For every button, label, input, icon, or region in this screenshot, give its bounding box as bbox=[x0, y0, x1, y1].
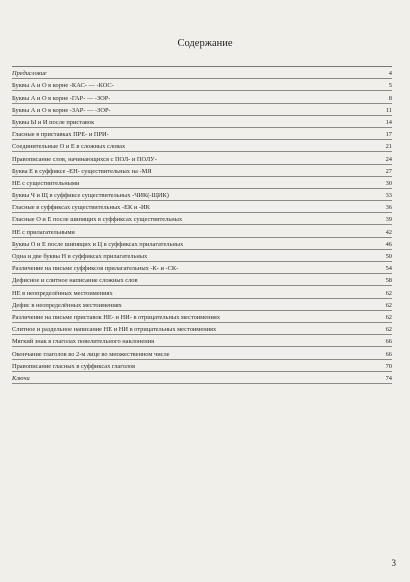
toc-entry-title: Правописание гласных в суффиксах глаголов bbox=[12, 362, 136, 370]
toc-entry-title: Ключи bbox=[12, 374, 30, 382]
toc-entry bbox=[12, 189, 392, 201]
toc-entry-title: Различение на письме приставок НЕ- и НИ- в отрицательных местоимениях bbox=[12, 313, 221, 321]
toc-entry bbox=[12, 177, 392, 189]
toc-entry-title: Дефисное и слитное написание сложных слов bbox=[12, 277, 138, 285]
toc-entry-page: 33 bbox=[385, 192, 392, 200]
page-title: Содержание bbox=[177, 38, 233, 49]
toc-entry-title: Различение на письме суффиксов прилагательных -К- и -СК- bbox=[12, 265, 179, 273]
toc-entry bbox=[12, 201, 392, 213]
toc-entry-page: 21 bbox=[385, 143, 392, 151]
toc-entry-title: Гласные О и Е после шипящих в суффиксах существительных bbox=[12, 216, 183, 224]
toc-entry bbox=[12, 238, 392, 250]
toc-entry-page: 62 bbox=[385, 326, 392, 334]
toc-entry-page: 62 bbox=[385, 301, 392, 309]
toc-entry-title: Буквы А и О в корне -ЗАР- — -ЗОР- bbox=[12, 106, 111, 114]
toc-entry-page: 70 bbox=[385, 362, 392, 370]
toc-entry-title: Буквы Ы и И после приставок bbox=[12, 118, 95, 126]
toc-entry-title: Гласные в суффиксах существительных -ЕК и -ИК bbox=[12, 204, 150, 212]
toc-entry bbox=[12, 360, 392, 372]
toc-entry-title: Буквы А и О в корне -КАС- — -КОС- bbox=[12, 82, 114, 90]
toc-entry-page: 46 bbox=[385, 240, 392, 248]
toc-entry-page: 66 bbox=[385, 350, 392, 358]
toc-entry-title: Буква Е в суффиксе -ЕН- существительных на -МЯ bbox=[12, 167, 152, 175]
toc-entry-page: 4 bbox=[388, 70, 392, 78]
toc-entry-title: Окончание глаголов во 2-м лице во множественном числе bbox=[12, 350, 170, 358]
toc-entry-title: Предисловие bbox=[12, 70, 47, 78]
toc-entry-page: 39 bbox=[385, 216, 392, 224]
toc-entry-page: 27 bbox=[385, 167, 392, 175]
toc-entry bbox=[12, 128, 392, 140]
toc-entry-title: Соединительные О и Е в сложных словах bbox=[12, 143, 126, 151]
toc-entry bbox=[12, 323, 392, 335]
toc-entry bbox=[12, 372, 392, 384]
toc-entry bbox=[12, 262, 392, 274]
toc-entry-page: 50 bbox=[385, 253, 392, 260]
toc-entry-page: 5 bbox=[388, 82, 392, 90]
toc-entry bbox=[12, 250, 392, 262]
toc-entry-title: Мягкий знак в глаголах повелительного наклонения bbox=[12, 338, 155, 346]
toc-entry bbox=[12, 79, 392, 91]
toc-entry bbox=[12, 335, 392, 347]
toc-entry-page: 58 bbox=[385, 277, 392, 285]
toc-entry bbox=[12, 347, 392, 359]
toc-entry-page: 74 bbox=[385, 374, 392, 382]
toc-entry-page: 42 bbox=[385, 228, 392, 236]
toc-entry bbox=[12, 104, 392, 116]
toc-entry bbox=[12, 213, 392, 225]
toc-entry-page: 62 bbox=[385, 313, 392, 321]
table-of-contents bbox=[12, 66, 392, 384]
toc-entry-page: 30 bbox=[385, 179, 392, 187]
toc-entry bbox=[12, 225, 392, 237]
toc-entry-title: Слитное и раздельное написание НЕ и НИ в отрицательных местоимениях bbox=[12, 326, 217, 334]
page-number: 3 bbox=[391, 558, 396, 568]
toc-entry-title: НЕ с существительными bbox=[12, 179, 80, 187]
toc-entry-page: 62 bbox=[385, 289, 392, 297]
toc-entry bbox=[12, 311, 392, 323]
toc-entry-page: 8 bbox=[388, 94, 392, 102]
toc-entry-title: Гласные в приставках ПРЕ- и ПРИ- bbox=[12, 131, 109, 139]
toc-entry-page: 24 bbox=[385, 155, 392, 163]
toc-entry-page: 54 bbox=[385, 265, 392, 273]
toc-entry bbox=[12, 67, 392, 79]
toc-entry bbox=[12, 116, 392, 128]
toc-entry bbox=[12, 286, 392, 298]
toc-entry-title: Буквы А и О в корне -ГАР- — -ЗОР- bbox=[12, 94, 111, 102]
toc-entry-title: Дефис в неопределённых местоимениях bbox=[12, 301, 122, 309]
toc-entry bbox=[12, 274, 392, 286]
toc-entry bbox=[12, 152, 392, 164]
toc-entry-page: 66 bbox=[385, 338, 392, 346]
toc-entry-page: 11 bbox=[385, 106, 392, 114]
toc-entry-title: Одна и две буквы Н в суффиксах прилагательных bbox=[12, 253, 148, 260]
toc-entry bbox=[12, 299, 392, 311]
toc-entry bbox=[12, 165, 392, 177]
toc-entry-title: НЕ в неопределённых местоимениях bbox=[12, 289, 113, 297]
toc-entry-title: НЕ с прилагательными bbox=[12, 228, 75, 236]
toc-entry-page: 36 bbox=[385, 204, 392, 212]
toc-entry-page: 14 bbox=[385, 118, 392, 126]
toc-entry-title: Буквы О и Е после шипящих и Ц в суффиксах прилагательных bbox=[12, 240, 184, 248]
toc-entry-title: Буквы Ч и Щ в суффиксе существительных -ЧИК(-ЩИК) bbox=[12, 192, 169, 200]
toc-entry-title: Правописание слов, начинающихся с ПОЛ- и ПОЛУ- bbox=[12, 155, 157, 163]
toc-entry bbox=[12, 91, 392, 103]
toc-entry bbox=[12, 140, 392, 152]
toc-entry-page: 17 bbox=[385, 131, 392, 139]
